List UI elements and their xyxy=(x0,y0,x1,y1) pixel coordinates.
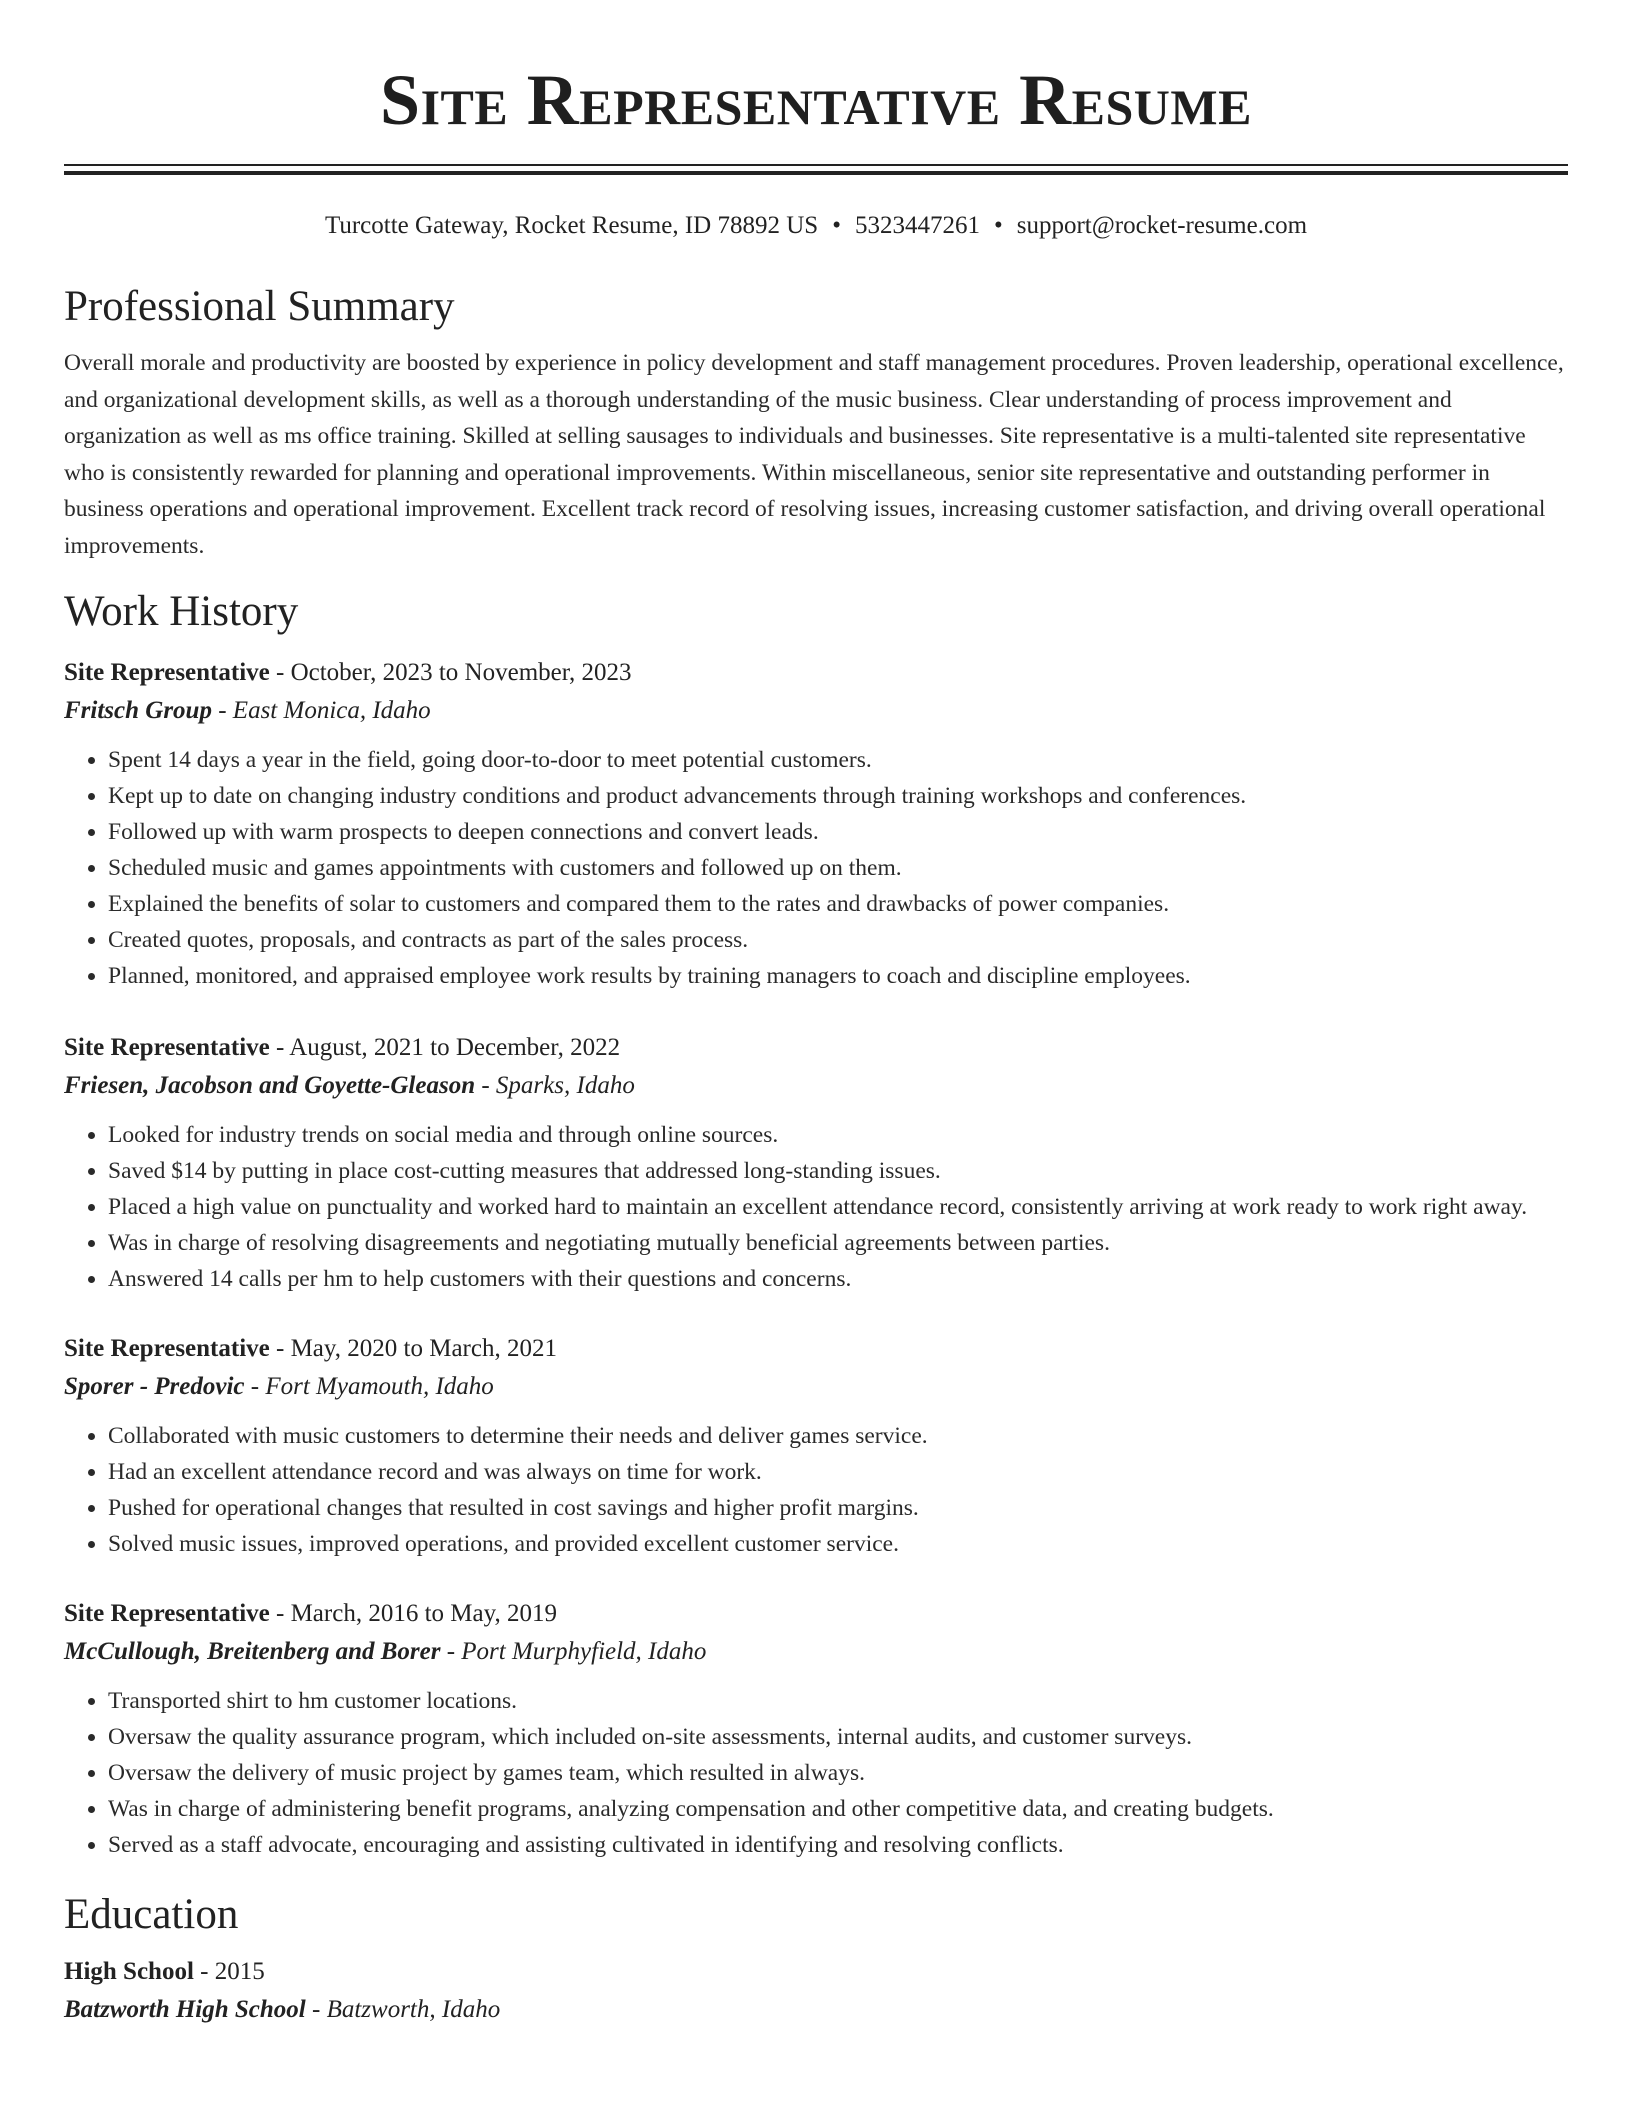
job-duties-list xyxy=(64,1418,1568,1562)
duty-item: • Followed up with warm prospects to deepen connections and convert leads. xyxy=(108,814,1568,850)
duty-item: • Looked for industry trends on social media and through online sources. xyxy=(108,1117,1568,1153)
work-history-heading: Work History xyxy=(64,588,299,635)
job-duties-list xyxy=(64,742,1568,994)
job-location: - Sparks, Idaho xyxy=(475,1072,635,1099)
duty-item: • Saved $14 by putting in place cost-cutting measures that addressed long-standing issues. xyxy=(108,1153,1568,1189)
contact-phone: 5323447261 xyxy=(854,212,980,239)
job-title-line xyxy=(64,1029,1568,1067)
job-company: Friesen, Jacobson and Goyette-Gleason xyxy=(64,1072,476,1099)
job-role: Site Representative xyxy=(64,1335,270,1362)
job-dates: - August, 2021 to December, 2022 xyxy=(269,1034,621,1061)
job-company: McCullough, Breitenberg and Borer xyxy=(64,1638,441,1665)
summary-text: Overall morale and productivity are boosted by experience in policy development and staff management procedures. Proven leadership, operational excellence, and organizational development skills, as well as a thorough understanding of the music business. Clear understanding of process improvement and organization as well as ms office training. Skilled at selling sausages to individuals and businesses. Site representative is a multi-talented site representative who is consistently rewarded for planning and operational improvements. Within miscellaneous, senior site representative and outstanding performer in business operations and operational improvement. Excellent track record of resolving issues, increasing customer satisfaction, and driving overall operational improvements. xyxy=(64,350,1564,559)
duty-item: • Spent 14 days a year in the field, going door-to-door to meet potential customers. xyxy=(108,742,1568,778)
duty-item: • Solved music issues, improved operations, and provided excellent customer service. xyxy=(108,1526,1568,1562)
title-divider xyxy=(64,164,1568,175)
job-duties-list xyxy=(64,1117,1568,1297)
job-entry xyxy=(64,654,1568,994)
job-location: - Fort Myamouth, Idaho xyxy=(244,1373,494,1400)
contact-line xyxy=(64,211,1568,241)
job-entry xyxy=(64,1029,1568,1297)
duty-item: • Was in charge of resolving disagreements and negotiating mutually beneficial agreements between parties. xyxy=(108,1225,1568,1261)
education-year: - 2015 xyxy=(193,1958,265,1985)
job-company-line xyxy=(64,1067,1568,1105)
job-dates: - May, 2020 to March, 2021 xyxy=(269,1335,557,1362)
contact-separator: • xyxy=(832,212,841,239)
job-company: Sporer - Predovic xyxy=(64,1373,245,1400)
duty-item: • Explained the benefits of solar to customers and compared them to the rates and drawbacks of power companies. xyxy=(108,886,1568,922)
job-role: Site Representative xyxy=(64,1034,270,1061)
summary-heading: Professional Summary xyxy=(64,283,455,330)
contact-email: support@rocket-resume.com xyxy=(1016,212,1308,239)
education-location: - Batzworth, Idaho xyxy=(305,1996,501,2023)
job-company-line xyxy=(64,1368,1568,1406)
education-degree: High School xyxy=(64,1958,194,1985)
duty-item: • Pushed for operational changes that resulted in cost savings and higher profit margins. xyxy=(108,1490,1568,1526)
resume-title: Site Representative Resume xyxy=(380,60,1252,140)
job-company: Fritsch Group xyxy=(64,697,212,724)
education-degree-line xyxy=(64,1953,1568,1991)
duty-item: • Collaborated with music customers to determine their needs and deliver games service. xyxy=(108,1418,1568,1454)
job-duties-list xyxy=(64,1683,1568,1863)
duty-item: • Planned, monitored, and appraised employee work results by training managers to coach and discipline employees. xyxy=(108,958,1568,994)
duty-item: • Was in charge of administering benefit programs, analyzing compensation and other competitive data, and creating budgets. xyxy=(108,1791,1568,1827)
education-heading: Education xyxy=(64,1891,239,1938)
job-company-line xyxy=(64,1633,1568,1671)
job-role: Site Representative xyxy=(64,1600,270,1627)
education-school-line xyxy=(64,1991,1568,2029)
duty-item: • Kept up to date on changing industry conditions and product advancements through training workshops and conferences. xyxy=(108,778,1568,814)
duty-item: • Had an excellent attendance record and was always on time for work. xyxy=(108,1454,1568,1490)
job-entry xyxy=(64,1330,1568,1562)
education-entry xyxy=(64,1953,1568,2029)
job-company-line xyxy=(64,692,1568,730)
job-dates: - March, 2016 to May, 2019 xyxy=(269,1600,557,1627)
job-title-line xyxy=(64,1595,1568,1633)
duty-item: • Scheduled music and games appointments with customers and followed up on them. xyxy=(108,850,1568,886)
job-title-line xyxy=(64,654,1568,692)
duty-item: • Created quotes, proposals, and contracts as part of the sales process. xyxy=(108,922,1568,958)
job-role: Site Representative xyxy=(64,659,270,686)
contact-address: Turcotte Gateway, Rocket Resume, ID 78892 US xyxy=(324,212,819,239)
duty-item: • Oversaw the delivery of music project by games team, which resulted in always. xyxy=(108,1755,1568,1791)
duty-item: • Served as a staff advocate, encouraging and assisting cultivated in identifying and resolving conflicts. xyxy=(108,1827,1568,1863)
education-school: Batzworth High School xyxy=(64,1996,306,2023)
job-location: - East Monica, Idaho xyxy=(211,697,431,724)
duty-item: • Transported shirt to hm customer locations. xyxy=(108,1683,1568,1719)
duty-item: • Answered 14 calls per hm to help customers with their questions and concerns. xyxy=(108,1261,1568,1297)
duty-item: • Oversaw the quality assurance program, which included on-site assessments, internal audits, and customer surveys. xyxy=(108,1719,1568,1755)
job-dates: - October, 2023 to November, 2023 xyxy=(269,659,632,686)
job-location: - Port Murphyfield, Idaho xyxy=(440,1638,707,1665)
duty-item: • Placed a high value on punctuality and worked hard to maintain an excellent attendance record, consistently arriving at work ready to work right away. xyxy=(108,1189,1568,1225)
job-entry xyxy=(64,1595,1568,1863)
contact-separator: • xyxy=(993,212,1003,239)
job-title-line xyxy=(64,1330,1568,1368)
